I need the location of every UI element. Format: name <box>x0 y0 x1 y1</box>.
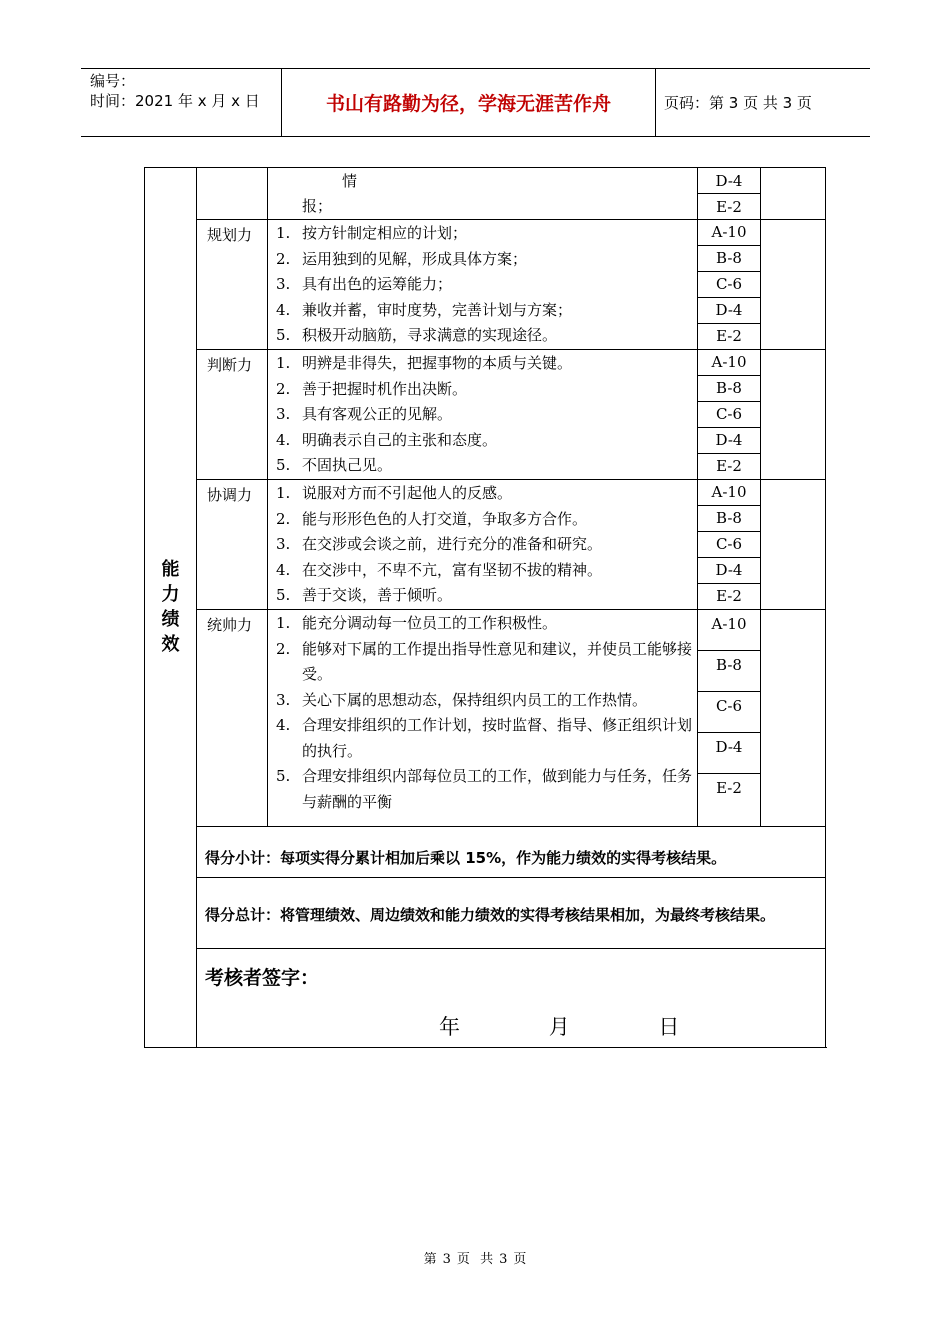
criteria-item: 2. 能够对下属的工作提出指导性意见和建议，并使员工能够接受。 <box>276 639 693 684</box>
grade-cell: A-10 <box>698 349 761 375</box>
category-char: 能 <box>161 559 180 581</box>
continuation-items-cell <box>268 168 698 220</box>
criteria-item: 3. 具有出色的运筹能力； <box>276 275 453 294</box>
footer-di: 第 <box>423 1252 437 1267</box>
criteria-item: 2. 善于把握时机作出决断。 <box>276 379 468 398</box>
table-row <box>145 609 826 650</box>
subtotal-text: 每项实得分累计相加后乘以 15%，作为能力绩效的实得考核结果。 <box>280 848 727 867</box>
table-row <box>145 479 826 505</box>
criteria-item: 5. 善于交谈，善于倾听。 <box>276 586 453 605</box>
grade-cell: D-4 <box>698 732 761 773</box>
criteria-item: 2. 能与形形色色的人打交道，争取多方合作。 <box>276 509 588 528</box>
subcategory-judgment: 判断力 <box>197 349 268 479</box>
criteria-item: 1. 明辨是非得失，把握事物的本质与关键。 <box>276 353 573 372</box>
grade-cell: A-10 <box>698 609 761 650</box>
evaluation-form-table <box>144 167 826 1048</box>
grade-cell: D-4 <box>698 297 761 323</box>
footer-ye2: 页 <box>513 1252 527 1267</box>
signature-label: 考核者签字： <box>205 966 320 989</box>
header-motto: 书山有路勤为径，学海无涯苦作舟 <box>325 92 611 115</box>
grade-cell: D-4 <box>698 557 761 583</box>
table-row <box>145 877 826 948</box>
continuation-line: 报； <box>302 197 333 215</box>
header-divider-right <box>655 68 656 136</box>
grade-cell: D-4 <box>698 168 761 194</box>
score-input-cell[interactable] <box>761 220 826 350</box>
signature-date <box>439 1011 721 1041</box>
table-row <box>145 220 826 246</box>
subcategory-coordination: 协调力 <box>197 479 268 609</box>
header-time-label: 时间：2021 年 x 月 x 日 <box>90 92 260 110</box>
grade-cell: C-6 <box>698 531 761 557</box>
date-month: 月 <box>548 1014 570 1039</box>
category-char: 绩 <box>161 609 180 631</box>
criteria-item: 5. 不固执己见。 <box>276 456 393 475</box>
table-row <box>145 826 826 877</box>
criteria-item: 1. 按方针制定相应的计划； <box>276 224 468 242</box>
score-input-cell[interactable] <box>761 609 826 826</box>
grade-cell: E-2 <box>698 453 761 479</box>
subcategory-planning: 规划力 <box>197 220 268 350</box>
category-cell <box>145 168 197 1048</box>
grade-cell: A-10 <box>698 479 761 505</box>
category-char: 力 <box>161 584 180 606</box>
grade-cell: E-2 <box>698 583 761 609</box>
criteria-item: 4. 兼收并蓄，审时度势，完善计划与方案； <box>276 300 573 319</box>
score-input-cell[interactable] <box>761 479 826 609</box>
criteria-item: 3. 具有客观公正的见解。 <box>276 405 453 424</box>
criteria-list <box>268 479 698 609</box>
table-row <box>145 349 826 375</box>
criteria-item: 4. 明确表示自己的主张和态度。 <box>276 430 498 449</box>
table-row <box>145 168 826 194</box>
grade-cell: B-8 <box>698 505 761 531</box>
criteria-list <box>268 349 698 479</box>
category-char: 效 <box>161 634 180 656</box>
grade-cell: C-6 <box>698 691 761 732</box>
total-note <box>197 877 826 948</box>
total-text: 将管理绩效、周边绩效和能力绩效的实得考核结果相加，为最终考核结果。 <box>280 905 776 924</box>
subtotal-note <box>197 826 826 877</box>
criteria-item: 4. 合理安排组织的工作计划，按时监督、指导、修正组织计划的执行。 <box>276 716 693 760</box>
header-page-info: 页码：第 3 页 共 3 页 <box>664 94 812 112</box>
header-code-label: 编号： <box>90 72 136 90</box>
subtotal-label: 得分小计： <box>205 848 281 867</box>
grade-cell: C-6 <box>698 271 761 297</box>
page-footer <box>0 1248 950 1267</box>
footer-page-number: 3 <box>442 1252 451 1267</box>
footer-total-pages: 3 <box>499 1252 508 1267</box>
footer-ye: 页 <box>456 1252 470 1267</box>
signature-cell[interactable] <box>197 948 826 1047</box>
date-day: 日 <box>658 1014 680 1039</box>
criteria-item: 1. 能充分调动每一位员工的工作积极性。 <box>276 613 558 632</box>
score-input-cell[interactable] <box>761 349 826 479</box>
criteria-item: 1. 说服对方而不引起他人的反感。 <box>276 483 513 502</box>
criteria-list <box>268 609 698 826</box>
total-label: 得分总计： <box>205 905 281 924</box>
header-bottom-rule <box>81 136 870 137</box>
criteria-item: 4. 在交涉中，不卑不亢，富有坚韧不拔的精神。 <box>276 560 603 579</box>
grade-cell: D-4 <box>698 427 761 453</box>
subcategory-leadership: 统帅力 <box>197 609 268 826</box>
grade-cell: C-6 <box>698 401 761 427</box>
criteria-list <box>268 220 698 350</box>
continuation-line: 情 <box>342 172 358 190</box>
grade-cell: E-2 <box>698 194 761 220</box>
grade-cell: E-2 <box>698 773 761 826</box>
table-row <box>145 948 826 1047</box>
footer-gong: 共 <box>480 1252 494 1267</box>
criteria-item: 3. 在交涉或会谈之前，进行充分的准备和研究。 <box>276 535 603 554</box>
criteria-item: 3. 关心下属的思想动态，保持组织内员工的工作热情。 <box>276 690 648 709</box>
date-year: 年 <box>439 1014 460 1039</box>
criteria-item: 2. 运用独到的见解，形成具体方案； <box>276 249 528 268</box>
grade-cell: A-10 <box>698 220 761 246</box>
grade-cell: B-8 <box>698 245 761 271</box>
continuation-subcategory-cell <box>197 168 268 220</box>
grade-cell: E-2 <box>698 323 761 349</box>
grade-cell: B-8 <box>698 650 761 691</box>
criteria-item: 5. 积极开动脑筋，寻求满意的实现途径。 <box>276 326 558 345</box>
score-input-cell[interactable] <box>761 168 826 220</box>
criteria-item: 5. 合理安排组织内部每位员工的工作，做到能力与任务，任务与薪酬的平衡 <box>276 767 693 812</box>
grade-cell: B-8 <box>698 375 761 401</box>
